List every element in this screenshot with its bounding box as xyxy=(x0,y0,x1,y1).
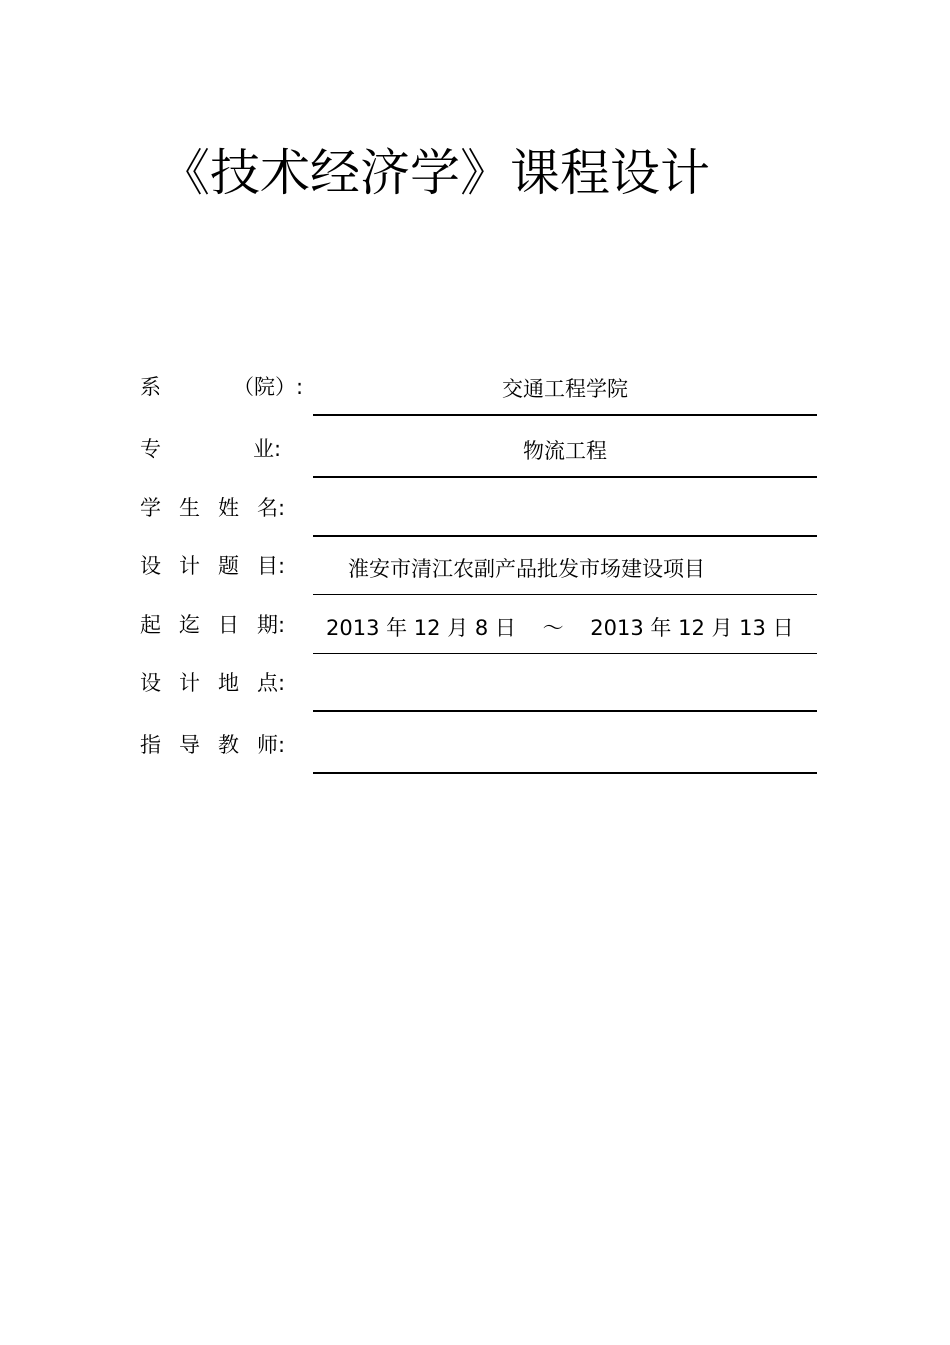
department-label xyxy=(140,374,305,400)
design-location-label-part-2: 计 xyxy=(179,671,200,695)
major-row xyxy=(140,416,820,478)
instructor-label xyxy=(140,732,305,758)
department-row xyxy=(140,360,820,416)
department-label-part-1: 系 xyxy=(140,375,161,399)
design-location-label-part-3: 地 xyxy=(218,671,239,695)
student-name-field[interactable] xyxy=(313,495,817,537)
cover-info-form xyxy=(140,360,820,774)
date-range-label-part-3: 日 xyxy=(218,613,239,637)
instructor-label-part-2: 导 xyxy=(179,733,200,757)
department-field[interactable] xyxy=(313,374,817,416)
design-topic-row xyxy=(140,537,820,595)
design-location-label-part-4: 点: xyxy=(257,671,286,695)
student-name-label-part-2: 生 xyxy=(179,496,200,520)
major-label-part-1: 专 xyxy=(140,437,161,461)
date-range-row xyxy=(140,595,820,654)
department-value: 交通工程学院 xyxy=(502,377,628,401)
instructor-label-part-4: 师: xyxy=(257,733,286,757)
design-topic-label-part-3: 题 xyxy=(218,554,239,578)
student-name-label xyxy=(140,495,305,521)
department-label-part-2: （院）: xyxy=(233,375,304,399)
design-topic-label xyxy=(140,553,305,579)
instructor-field[interactable] xyxy=(313,732,817,774)
instructor-row xyxy=(140,712,820,774)
design-location-label-part-1: 设 xyxy=(140,671,161,695)
design-location-row xyxy=(140,654,820,712)
design-location-field[interactable] xyxy=(313,670,817,712)
major-label xyxy=(140,436,305,462)
design-topic-label-part-1: 设 xyxy=(140,554,161,578)
major-value: 物流工程 xyxy=(523,439,607,463)
instructor-label-part-3: 教 xyxy=(218,733,239,757)
student-name-row xyxy=(140,478,820,537)
document-title: 《技术经济学》课程设计 xyxy=(160,144,710,202)
date-range-label-part-1: 起 xyxy=(140,613,161,637)
date-range-label-part-2: 迄 xyxy=(179,613,200,637)
student-name-label-part-1: 学 xyxy=(140,496,161,520)
date-range-label-part-4: 期: xyxy=(257,613,286,637)
student-name-label-part-3: 姓 xyxy=(218,496,239,520)
design-topic-label-part-4: 目: xyxy=(257,554,286,578)
major-field[interactable] xyxy=(313,436,817,478)
date-range-field[interactable] xyxy=(313,613,817,654)
design-topic-value: 淮安市清江农副产品批发市场建设项目 xyxy=(348,557,705,581)
student-name-label-part-4: 名: xyxy=(257,496,286,520)
design-topic-field[interactable] xyxy=(313,554,817,595)
date-range-value: 2013 年 12 月 8 日 ～ 2013 年 12 月 13 日 xyxy=(326,616,794,640)
design-topic-label-part-2: 计 xyxy=(179,554,200,578)
date-range-label xyxy=(140,612,305,638)
major-label-part-2: 业: xyxy=(253,437,282,461)
instructor-label-part-1: 指 xyxy=(140,733,161,757)
design-location-label xyxy=(140,670,305,696)
